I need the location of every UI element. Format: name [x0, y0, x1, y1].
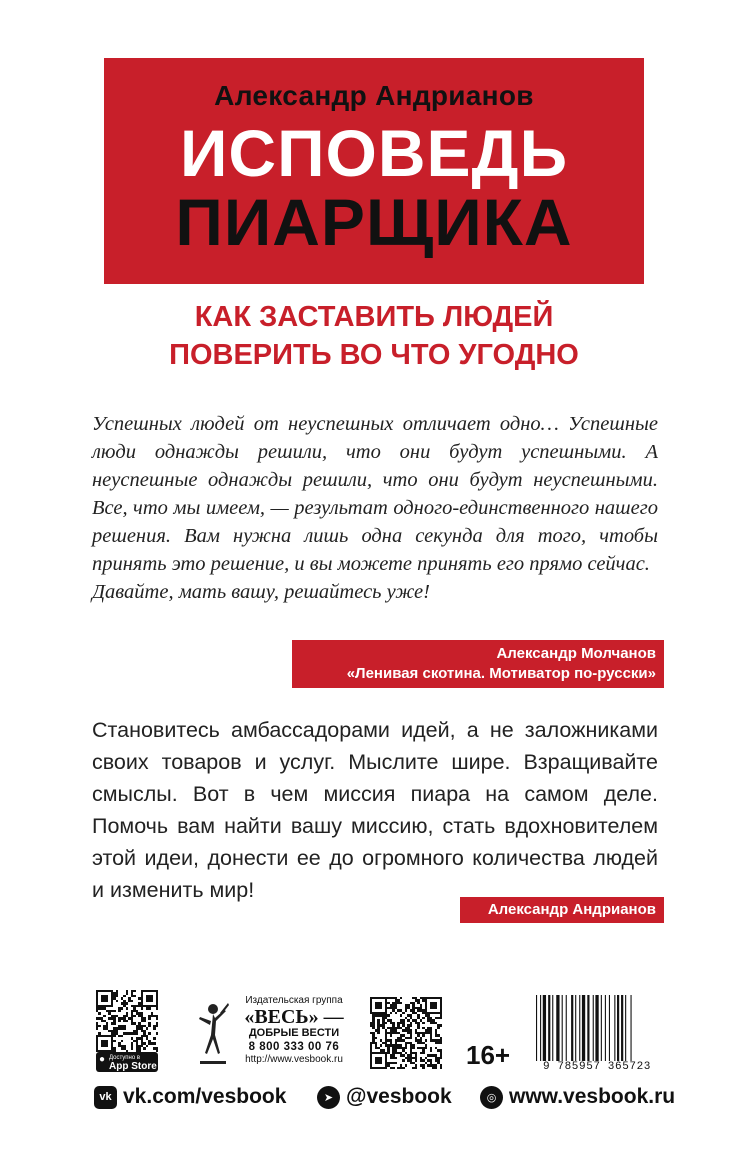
- vk-link[interactable]: vk.com/vesbook: [123, 1085, 287, 1108]
- publisher-logo-icon: [196, 1001, 230, 1071]
- description: [92, 714, 658, 906]
- social-vk[interactable]: [94, 1083, 286, 1111]
- title-line-2: ПИАРЩИКА: [175, 185, 573, 259]
- age-rating: 16+: [466, 1040, 511, 1070]
- description-text: Становитесь амбассадорами идей, а не заложниками своих товаров и услуг. Мыслите шире. Взращивайте смыслы. Вот в чем миссия пиара на самом деле. Помочь вам найти вашу миссию, стать вдохновителем этой идеи, донести ее до огромного количества людей и изменить мир!: [92, 718, 658, 902]
- publisher-name: «ВЕСЬ» —: [244, 1006, 344, 1028]
- endorsement-quote: [92, 410, 658, 606]
- quote-cite-book: «Ленивая скотина. Мотиватор по-русски»: [346, 665, 656, 682]
- publisher-url[interactable]: http://www.vesbook.ru: [245, 1054, 343, 1065]
- apple-icon: ●: [99, 1054, 106, 1065]
- app-store-small-label: Доступно в: [109, 1055, 141, 1061]
- qr-code-site[interactable]: [370, 997, 442, 1069]
- publisher-phone: 8 800 333 00 76: [248, 1041, 340, 1053]
- publisher-sub: ДОБРЫЕ ВЕСТИ: [248, 1027, 340, 1039]
- telegram-icon: ➤: [317, 1086, 340, 1109]
- vk-icon: vk: [94, 1086, 117, 1109]
- publisher-text: [234, 995, 354, 1066]
- quote-closing: Давайте, мать вашу, решайтесь уже!: [92, 581, 430, 603]
- quote-text: Успешных людей от неуспешных отличает одно… Успешные люди однажды решили, что они будут успешными. А неуспешные однажды решили, что они будут неуспешными. Все, что мы имеем, — результат одного-единственного нашего решения. Вам нужна лишь одна секунда для того, чтобы принять это решение, и вы можете принять его прямо сейчас.: [92, 413, 658, 575]
- web-link[interactable]: www.vesbook.ru: [509, 1085, 676, 1108]
- subtitle-line-1: КАК ЗАСТАВИТЬ ЛЮДЕЙ: [194, 301, 554, 333]
- publisher-block: [196, 995, 346, 1075]
- globe-icon: ◎: [480, 1086, 503, 1109]
- telegram-link[interactable]: @vesbook: [346, 1085, 452, 1108]
- qr-code-app[interactable]: [96, 990, 158, 1052]
- app-store-badge[interactable]: [96, 1052, 158, 1072]
- description-citation: Александр Андрианов: [460, 897, 664, 923]
- social-telegram[interactable]: [317, 1083, 452, 1111]
- subtitle-line-2: ПОВЕРИТЬ ВО ЧТО УГОДНО: [169, 339, 579, 371]
- author-name: Александр Андрианов: [214, 80, 534, 111]
- subtitle: [104, 298, 644, 374]
- title-line-1: ИСПОВЕДЬ: [179, 116, 568, 190]
- isbn-number: 9 785957 365723: [530, 1061, 664, 1073]
- app-store-label: App Store: [109, 1061, 157, 1072]
- social-web[interactable]: [480, 1083, 675, 1111]
- quote-cite-author: Александр Молчанов: [496, 645, 656, 662]
- publisher-group: Издательская группа: [245, 995, 343, 1006]
- title-block: [104, 58, 644, 284]
- quote-citation: [292, 640, 664, 688]
